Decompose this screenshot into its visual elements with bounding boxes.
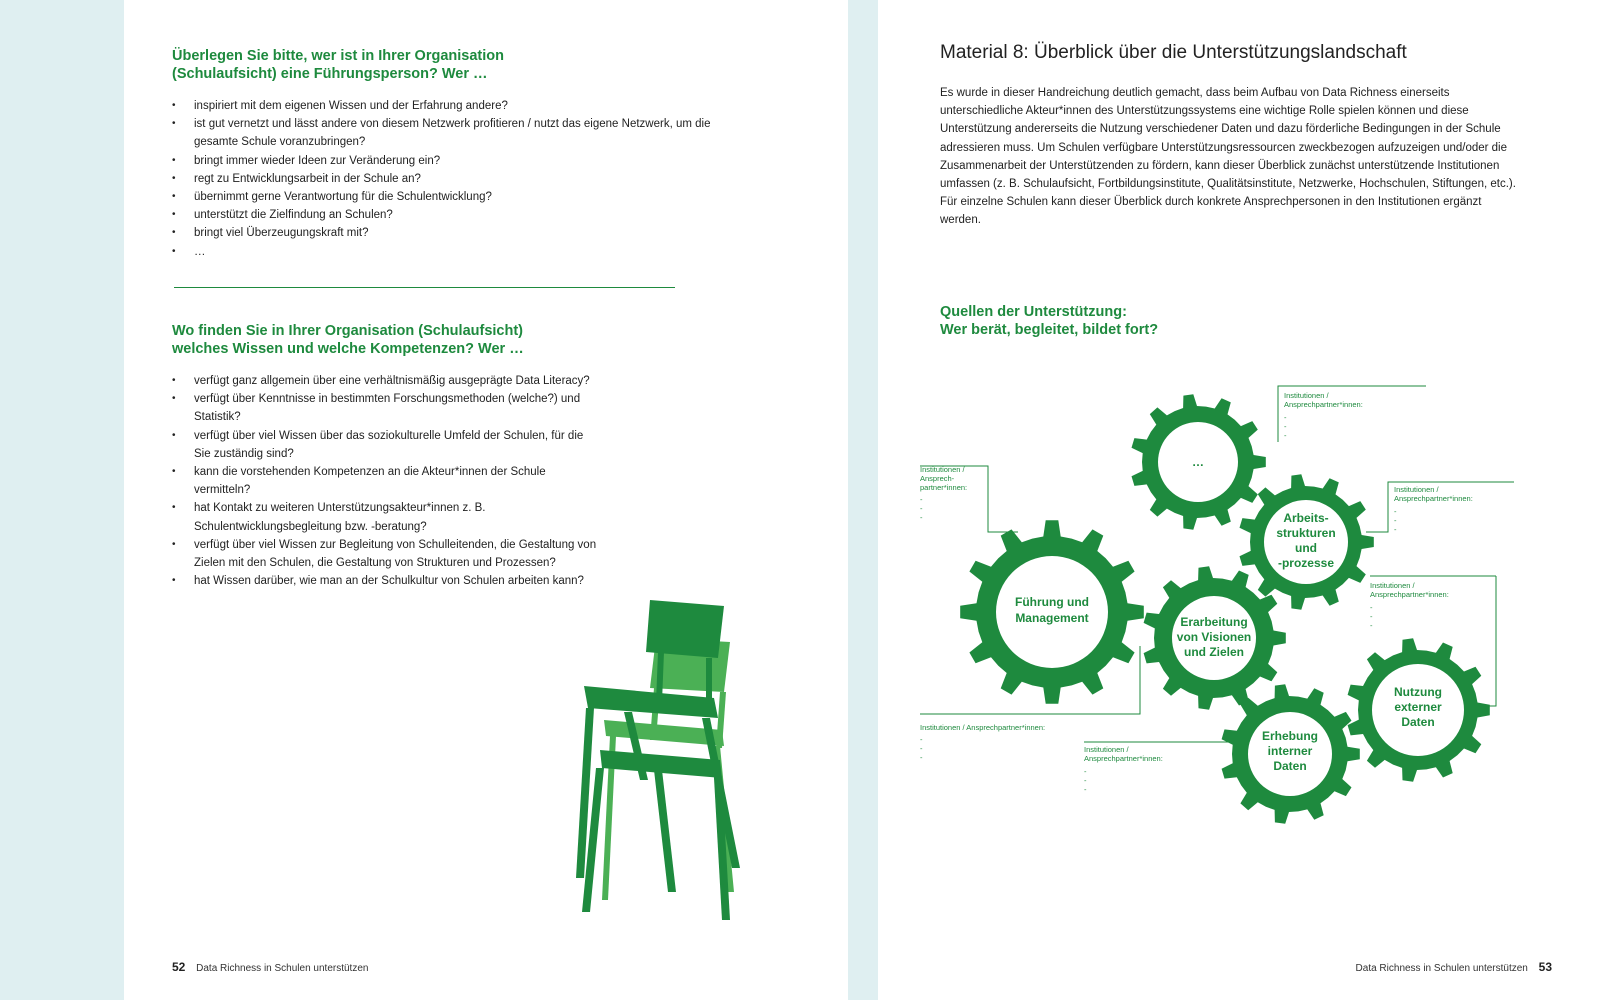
callout-dash: - [1394,525,1397,534]
footer-text: Data Richness in Schulen unterstützen [1355,963,1528,974]
gear-label-line: von Visionen [1176,630,1252,644]
leadership-question-block [172,47,732,261]
gear-label-line: Führung und [1015,595,1089,609]
callout-dash: - [920,735,923,744]
callout-dash: - [1370,621,1373,630]
competence-question-block [172,322,602,590]
callout-line-text: Institutionen / Ansprechpartner*innen: [920,723,1046,732]
stacked-chairs-illustration [564,600,784,930]
callout-dash: - [1084,785,1087,794]
list-item: • bringt viel Überzeugungskraft mit? [172,224,732,242]
gear-label-line: … [1192,455,1204,469]
list-item: • ist gut vernetzt und lässt andere von diesem Netzwerk profitieren / nutzt das eigene Netzwerk, um die gesamte Schule voranzubringen? [172,115,732,151]
heading-line: Wer berät, begleitet, bildet fort? [940,322,1159,338]
page-footer [172,960,368,974]
section-divider [174,287,675,288]
callout-dash: - [1084,767,1087,776]
list-item: • verfügt über Kenntnisse in bestimmten Forschungsmethoden (welche?) und Statistik? [172,390,602,426]
callout-dots [1284,391,1363,440]
callout-line-text: Ansprechpartner*innen: [1284,400,1363,409]
callout-erhebung [1084,745,1163,794]
callout-line-text: Ansprech- [920,474,955,483]
callout-line-arbeits [1366,482,1514,532]
list-item: • übernimmt gerne Verantwortung für die Schulentwicklung? [172,188,732,206]
heading-line: Überlegen Sie bitte, wer ist in Ihrer Organisation [172,48,504,64]
callout-dash: - [1284,431,1287,440]
material-title: Material 8: Überblick über die Unterstützungslandschaft [940,42,1407,63]
callout-erarbeitung [920,723,1045,762]
gears-layer [960,394,1490,824]
list-item: • verfügt über viel Wissen zur Begleitung von Schulleitenden, die Gestaltung von Zielen mit den Schulen, die Gestaltung von Strukturen und Prozessen? [172,536,602,572]
callout-line-text: partner*innen: [920,483,968,492]
leadership-question-heading [172,47,732,83]
page-number: 52 [172,960,186,974]
callout-dash: - [920,753,923,762]
page-number: 53 [1538,960,1552,974]
heading-line: (Schulaufsicht) eine Führungsperson? Wer … [172,66,488,82]
callout-line-text: Institutionen / [920,465,965,474]
list-item: • unterstützt die Zielfindung an Schulen? [172,206,732,224]
support-landscape-gear-diagram [878,370,1600,850]
list-item: • verfügt über viel Wissen über das soziokulturelle Umfeld der Schulen, für die Sie zuständig sind? [172,427,602,463]
callout-line-text: Institutionen / [1284,391,1329,400]
callout-line-text: Ansprechpartner*innen: [1084,754,1163,763]
callout-line-text: Ansprechpartner*innen: [1370,590,1449,599]
list-item: • kann die vorstehenden Kompetenzen an die Akteur*innen der Schule vermitteln? [172,463,602,499]
gear-label-arbeits [1276,511,1335,570]
callout-line-text: Institutionen / [1394,485,1439,494]
callout-line-nutzung [1472,576,1496,706]
list-item: • bringt immer wieder Ideen zur Veränderung ein? [172,152,732,170]
callout-dash: - [1370,603,1373,612]
gear-label-dots [1192,455,1204,469]
list-item: • hat Wissen darüber, wie man an der Schulkultur von Schulen arbeiten kann? [172,572,602,590]
callout-dash: - [1284,413,1287,422]
callout-line-text: Ansprechpartner*innen: [1394,494,1473,503]
competence-question-heading [172,322,602,358]
gear-label-line: strukturen [1276,526,1336,540]
support-sources-heading [940,303,1360,339]
callout-nutzung [1370,576,1496,630]
competence-criteria-list [172,372,602,590]
list-item: • hat Kontakt zu weiteren Unterstützungsakteur*innen z. B. Schulentwicklungsbegleitung bzw. -beratung? [172,499,602,535]
gear-label-line: externer [1394,700,1442,714]
callout-dash: - [1394,507,1397,516]
callout-dash: - [1370,612,1373,621]
callout-dash: - [920,513,923,522]
list-item: • inspiriert mit dem eigenen Wissen und der Erfahrung andere? [172,97,732,115]
page-footer [1356,960,1552,974]
gear-label-line: interner [1267,744,1313,758]
gear-label-fuehrung [1015,595,1089,625]
right-page [878,0,1600,1000]
gear-label-line: -prozesse [1277,556,1335,570]
gear-label-line: Nutzung [1394,685,1442,699]
gear-label-line: Erhebung [1262,729,1318,743]
gear-label-line: und [1295,541,1317,555]
callout-dash: - [1284,422,1287,431]
heading-line: Wo finden Sie in Ihrer Organisation (Schulaufsicht) [172,323,523,339]
list-item: • … [172,243,732,261]
gear-label-line: Erarbeitung [1180,615,1248,629]
callout-dash: - [920,495,923,504]
callout-fuehrung [920,465,967,522]
gear-label-line: Management [1015,611,1089,625]
callout-line-text: Institutionen / [1370,581,1415,590]
intro-paragraph: Es wurde in dieser Handreichung deutlich gemacht, dass beim Aufbau von Data Richness einerseits unterschiedliche Akteur*innen des Unterstützungssystems eine wichtige Rolle spielen können und diese Unterstützung andererseits die Nutzung verschiedener Daten und dazu förderliche Bedingungen in der Schule adressieren muss. Um Schulen verfügbare Unterstützungsressourcen zweckbezogen aufzuzeigen und/oder die Zusammenarbeit der Unterstützenden zu fördern, kann dieser Überblick zunächst unterstützende Institutionen umfassen (z. B. Schulaufsicht, Fortbildungsinstitute, Qualitätsinstitute, Netzwerke, Hochschulen, Stiftungen, etc.). Für einzelne Schulen kann dieser Überblick durch konkrete Ansprechpersonen in den Institutionen ergänzt werden. [940,87,1516,227]
callout-dash: - [920,744,923,753]
gear-label-nutzung [1394,685,1442,729]
heading-line: welches Wissen und welche Kompetenzen? Wer … [172,341,524,357]
leadership-criteria-list [172,97,732,261]
heading-line: Quellen der Unterstützung: [940,304,1127,320]
callout-line-text: Institutionen / [1084,745,1129,754]
gear-label-erhebung [1262,729,1318,773]
list-item: • regt zu Entwicklungsarbeit in der Schule an? [172,170,732,188]
gear-label-line: Daten [1273,759,1307,773]
callout-dash: - [1084,776,1087,785]
gear-label-erarbeitung [1177,615,1251,659]
gear-label-line: Daten [1401,715,1435,729]
gear-label-line: und Zielen [1184,645,1244,659]
gear-label-line: Arbeits- [1283,511,1329,525]
list-item: • verfügt ganz allgemein über eine verhältnismäßig ausgeprägte Data Literacy? [172,372,602,390]
callout-dash: - [920,504,923,513]
callout-arbeits [1394,485,1473,534]
left-page [124,0,848,1000]
callout-dash: - [1394,516,1397,525]
footer-text: Data Richness in Schulen unterstützen [196,963,369,974]
